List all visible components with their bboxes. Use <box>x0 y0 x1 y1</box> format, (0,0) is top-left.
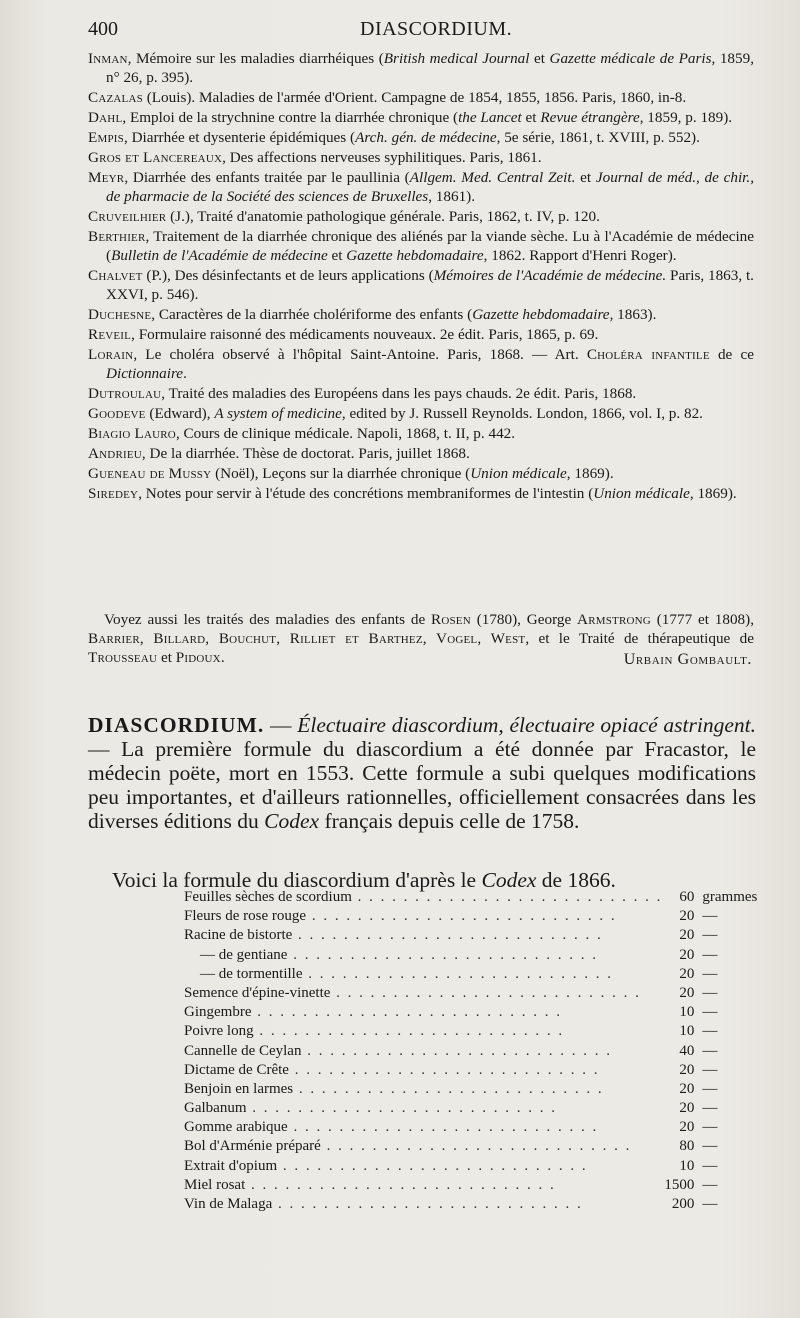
bibliography-entry: Meyr, Diarrhée des enfants traitée par le paullinia (Allgem. Med. Central Zeit. et Journal de méd., de chir., de pharmacie de la Société des sciences de Bruxelles, 1861). <box>88 169 755 205</box>
ingredient-unit: — <box>702 1004 718 1021</box>
ingredient-quantity: 10 <box>679 1157 695 1174</box>
bibliography-entry: Dutroulau, Traité des maladies des Européens dans les pays chauds. 2e édit. Paris, 1868. <box>88 384 637 402</box>
formula-row <box>184 1062 772 1081</box>
ingredient-unit: — <box>702 1023 718 1040</box>
ingredient-quantity: 40 <box>679 1042 695 1059</box>
running-title: DIASCORDIUM. <box>360 18 513 40</box>
ingredient-name: Poivre long . . . . . . . . . . . . . . . . . . . . . . . . . . . <box>184 1023 565 1040</box>
ingredient-quantity: 20 <box>679 1119 695 1136</box>
ingredient-unit: — <box>702 1080 718 1097</box>
ingredient-unit: — <box>702 1138 718 1155</box>
ingredient-unit: — <box>702 1061 718 1078</box>
formula-row <box>184 889 772 908</box>
bibliography-entry: Berthier, Traitement de la diarrhée chronique des aliénés par la viande sèche. Lu à l'Académie de médecine (Bulletin de l'Académie de médecine et Gazette hebdomadaire, 1862. Rapport d'Henri Roger). <box>88 228 754 264</box>
formula-row <box>184 985 772 1004</box>
ingredient-unit: — <box>702 1119 718 1136</box>
bibliography-entry: Gueneau de Mussy (Noël), Leçons sur la diarrhée chronique (Union médicale, 1869). <box>88 465 614 483</box>
formula-row <box>184 1196 772 1215</box>
ingredient-name: Racine de bistorte . . . . . . . . . . . . . . . . . . . . . . . . . . . <box>184 927 603 944</box>
article-diascordium: DIASCORDIUM. — Électuaire diascordium, électuaire opiacé astringent. — La première formule du diascordium a été donnée par Fracastor, le médecin poëte, mort en 1553. Cette formule a subi quelques modifications peu importantes, et d'ailleurs rationnelles, officiellement consacrées dans les diverses éditions du Codex français depuis celle de 1758. <box>88 712 757 834</box>
formula-row <box>184 1023 772 1042</box>
bibliography-entry: Inman, Mémoire sur les maladies diarrhéiques (British medical Journal et Gazette médicale de Paris, 1859, n° 26, p. 395). <box>88 50 755 86</box>
bibliography-entry: Cruveilhier (J.), Traité d'anatomie pathologique générale. Paris, 1862, t. IV, p. 120. <box>88 207 600 225</box>
formula-row <box>184 1119 772 1138</box>
formula-row <box>184 966 772 985</box>
ingredient-quantity: 1500 <box>664 1176 695 1193</box>
ingredient-unit: grammes <box>702 889 758 905</box>
formula-intro: Voici la formule du diascordium d'après le Codex de 1866. <box>112 867 616 892</box>
bibliography-entry: Chalvet (P.), Des désinfectants et de leurs applications (Mémoires de l'Académie de médecine. Paris, 1863, t. XXVI, p. 546). <box>88 266 754 303</box>
ingredient-name: Gingembre . . . . . . . . . . . . . . . . . . . . . . . . . . . <box>184 1004 562 1021</box>
bibliography-entry: Cazalas (Louis). Maladies de l'armée d'Orient. Campagne de 1854, 1855, 1856. Paris, 1860, in-8. <box>88 88 687 106</box>
bibliography-entry: Siredey, Notes pour servir à l'étude des concrétions membraniformes de l'intestin (Union médicale, 1869). <box>88 485 737 503</box>
formula-row <box>184 947 772 966</box>
bibliography-entry: Gros et Lancereaux, Des affections nerveuses syphilitiques. Paris, 1861. <box>88 149 542 167</box>
ingredient-quantity: 20 <box>679 946 695 963</box>
ingredient-name: Fleurs de rose rouge . . . . . . . . . . . . . . . . . . . . . . . . . . . <box>184 908 617 925</box>
formula-row <box>184 1158 772 1177</box>
ingredient-quantity: 80 <box>679 1138 695 1155</box>
ingredient-unit: — <box>702 984 718 1001</box>
ingredient-quantity: 60 <box>679 889 695 905</box>
ingredient-name: Miel rosat . . . . . . . . . . . . . . . . . . . . . . . . . . . <box>184 1176 556 1193</box>
ingredient-unit: — <box>702 1196 718 1212</box>
formula-row <box>184 1138 772 1157</box>
formula-row <box>184 1004 772 1023</box>
article-headword: DIASCORDIUM. <box>88 712 265 737</box>
ingredient-unit: — <box>702 1176 718 1193</box>
author-signature: Urbain Gombault. <box>623 651 752 668</box>
bibliography-entry: Andrieu, De la diarrhée. Thèse de doctorat. Paris, juillet 1868. <box>88 444 470 462</box>
ingredient-quantity: 10 <box>679 1004 695 1021</box>
ingredient-name: Bol d'Arménie préparé . . . . . . . . . . . . . . . . . . . . . . . . . . . <box>184 1138 632 1155</box>
ingredient-unit: — <box>702 927 718 944</box>
ingredient-quantity: 20 <box>679 1061 695 1078</box>
ingredient-name: Cannelle de Ceylan . . . . . . . . . . . . . . . . . . . . . . . . . . . <box>184 1042 612 1059</box>
formula-row <box>184 927 772 946</box>
page-header <box>88 14 752 44</box>
formula-table <box>184 889 772 1215</box>
ingredient-name: Benjoin en larmes . . . . . . . . . . . . . . . . . . . . . . . . . . . <box>184 1080 604 1097</box>
ingredient-unit: — <box>702 946 718 963</box>
bibliography <box>88 50 754 505</box>
ingredient-name: Galbanum . . . . . . . . . . . . . . . . . . . . . . . . . . . <box>184 1100 557 1117</box>
ingredient-unit: — <box>702 1042 718 1059</box>
ingredient-quantity: 20 <box>679 984 695 1001</box>
bibliography-entry: Goodeve (Edward), A system of medicine, edited by J. Russell Reynolds. London, 1866, vol. I, p. 82. <box>88 404 703 422</box>
ingredient-name: Feuilles sèches de scordium . . . . . . . . . . . . . . . . . . . . . . . . . . . <box>184 889 663 905</box>
ingredient-quantity: 10 <box>679 1023 695 1040</box>
ingredient-quantity: 20 <box>679 908 695 925</box>
ingredient-unit: — <box>702 908 718 925</box>
ingredient-name: — de tormentille . . . . . . . . . . . . . . . . . . . . . . . . . . . <box>200 965 613 982</box>
ingredient-unit: — <box>702 965 718 982</box>
article-synonyms: Électuaire diascordium, électuaire opiacé astringent. <box>297 712 757 737</box>
formula-row <box>184 908 772 927</box>
bibliography-entry: Biagio Lauro, Cours de clinique médicale. Napoli, 1868, t. II, p. 442. <box>88 424 516 442</box>
see-also-paragraph: Voyez aussi les traités des maladies des enfants de Rosen (1780), George Armstrong (1777 et 1808), Barrier, Billard, Bouchut, Rilliet et Barthez, Vogel, West, et le Traité de thérapeutique de Trousseau et Pidoux. <box>88 611 755 666</box>
ingredient-name: — de gentiane . . . . . . . . . . . . . . . . . . . . . . . . . . . <box>200 946 598 963</box>
bibliography-entry: Reveil, Formulaire raisonné des médicaments nouveaux. 2e édit. Paris, 1865, p. 69. <box>88 325 599 343</box>
bibliography-entry: Lorain, Le choléra observé à l'hôpital Saint-Antoine. Paris, 1868. — Art. Choléra infantile de ce Dictionnaire. <box>88 345 754 382</box>
formula-row <box>184 1177 772 1196</box>
ingredient-quantity: 20 <box>679 1100 695 1117</box>
ingredient-quantity: 20 <box>679 927 695 944</box>
ingredient-name: Extrait d'opium . . . . . . . . . . . . . . . . . . . . . . . . . . . <box>184 1157 588 1174</box>
bibliography-entry: Duchesne, Caractères de la diarrhée cholériforme des enfants (Gazette hebdomadaire, 1863). <box>88 305 657 323</box>
ingredient-unit: — <box>702 1157 718 1174</box>
ingredient-name: Gomme arabique . . . . . . . . . . . . . . . . . . . . . . . . . . . <box>184 1119 599 1136</box>
bibliography-entry: Dahl, Emploi de la strychnine contre la diarrhée chronique (the Lancet et Revue étrangère, 1859, p. 189). <box>88 108 733 126</box>
ingredient-name: Semence d'épine-vinette . . . . . . . . . . . . . . . . . . . . . . . . . . . <box>184 984 641 1001</box>
ingredient-name: Vin de Malaga . . . . . . . . . . . . . . . . . . . . . . . . . . . <box>184 1196 583 1212</box>
formula-row <box>184 1100 772 1119</box>
formula-row <box>184 1043 772 1062</box>
formula-row <box>184 1081 772 1100</box>
ingredient-unit: — <box>702 1100 718 1117</box>
bibliography-entry: Empis, Diarrhée et dysenterie épidémiques (Arch. gén. de médecine, 5e série, 1861, t. XVIII, p. 552). <box>88 128 700 146</box>
ingredient-name: Dictame de Crête . . . . . . . . . . . . . . . . . . . . . . . . . . . <box>184 1061 600 1078</box>
page-number: 400 <box>88 18 118 40</box>
ingredient-quantity: 20 <box>679 965 695 982</box>
ingredient-quantity: 200 <box>671 1196 695 1212</box>
ingredient-quantity: 20 <box>679 1080 695 1097</box>
